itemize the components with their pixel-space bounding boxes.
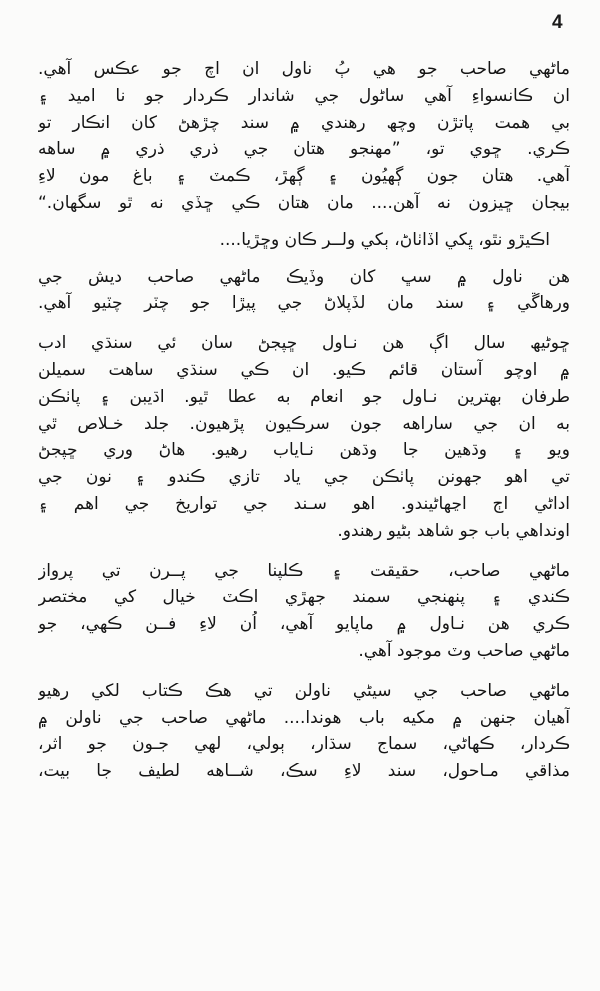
- text-line: ان ڪانسواءِ آهي ساڻول جي شاندار ڪردار جو نا اميد ۽: [38, 85, 570, 106]
- text-line: ماڻهي صاحب، حقيقت ۽ ڪلپنا جي پــرن تي پرواز: [38, 560, 570, 581]
- text-line: بي همت پاتڙن وچھ رهندي ۾ سند چڙهڻ کان انڪار تو: [38, 112, 570, 133]
- text-line: ورهاڱي ۽ سند مان لڏپلاڻ جي پيڙا جو چٽر چٽيو آهي.: [38, 293, 570, 314]
- text-line: ڪردار، ڪهاڻي، سماج سڌار، ٻولي، لهي جـون جو اثر،: [38, 734, 570, 755]
- text-line: طرفان بھترين نـاول جو انعام به عطا ٿيو. اڌيبن ۽ پاٺڪن: [38, 386, 570, 407]
- verse-line: [38, 227, 570, 254]
- text-line: به ان جي ساراهه جون سرڪيون پڙهيون. جلد خـلاص ٿي: [38, 413, 570, 434]
- text-line: اداڻي اڄ اڃهاڻيندو. اهو سـند جي تواريخ جي اهم ۽: [38, 493, 570, 514]
- text-line: ماڻهي صاحب جو هي ٻُ ناول ان اچ جو عڪس آهي.: [38, 59, 570, 79]
- page-number: 4: [552, 12, 563, 33]
- text-line: تي اهو جهونن پاٺڪن جي ياد تازي ڪندو ۽ نون جي: [38, 467, 570, 488]
- text-line: ويو ۽ وڌهين جا وڌهن نـاياب رهيو. هاڻ وري ڇپجڻ: [38, 440, 570, 461]
- text-line: اونداهي باب جو شاهد بڻيو رهندو.: [337, 520, 570, 541]
- text-line: بيجان ڇيزون نه آهن.... مان هتان ڪي ڇڏي نه ٿو سگهان.“: [38, 192, 570, 213]
- paragraph: [38, 330, 570, 544]
- text-line: ڪندي ۽ پنهنجي سمند جهڙي اڪٽ خيال کي مختصر: [38, 587, 570, 608]
- text-line: مذاقي مـاحول، سند لاءِ سڪ، شــاهه لطيف جا بيت،: [38, 761, 570, 782]
- text-line: آهيان جنهن ۾ مکيه باب هوندا.... ماڻهي صاحب جي ناولن ۾: [38, 707, 570, 728]
- paragraph: [38, 264, 570, 318]
- text-line: ماڻهي صاحب جي سيڻي ناولن تي هڪ ڪتاب لکي رهيو: [38, 680, 570, 701]
- text-line: ڪري. ڇوي تو، ”مهنجو هتان جي ذري ذري ۾ ساهه: [38, 139, 570, 160]
- paragraph: [38, 678, 570, 785]
- text-line: آهي. هتان جون ڳهيُون ۽ ڳهڙ، ڪمٽ ۽ باغ مون لاءِ: [38, 166, 570, 187]
- text-line: ڪري هن نـاول ۾ ماپايو آهي، اُن لاءِ فــن ڪهي، جو: [38, 614, 570, 635]
- text-line: اڪيڙو نٿو، ڀکي اڏاٺاڻ، ٻکي ولــر ڪان وڇڙيا....: [219, 229, 550, 250]
- text-line: هن ناول ۾ سڀ کان وڏيڪ ماڻهي صاحب ديش جي: [38, 266, 570, 287]
- paragraph: [38, 558, 570, 665]
- paragraph: [38, 56, 570, 217]
- text-line: ڇوڻيھ سال اڳ هن نـاول ڇپجڻ سان ئي سنڌي ادب: [38, 333, 570, 354]
- text-line: ۾ اوچو آستان قائم ڪيو. ان ڪي سنڌي ساهت سميلن: [38, 359, 570, 380]
- text-body: [38, 56, 570, 785]
- text-line: ماڻهي صاحب وٽ موجود آهي.: [358, 640, 570, 661]
